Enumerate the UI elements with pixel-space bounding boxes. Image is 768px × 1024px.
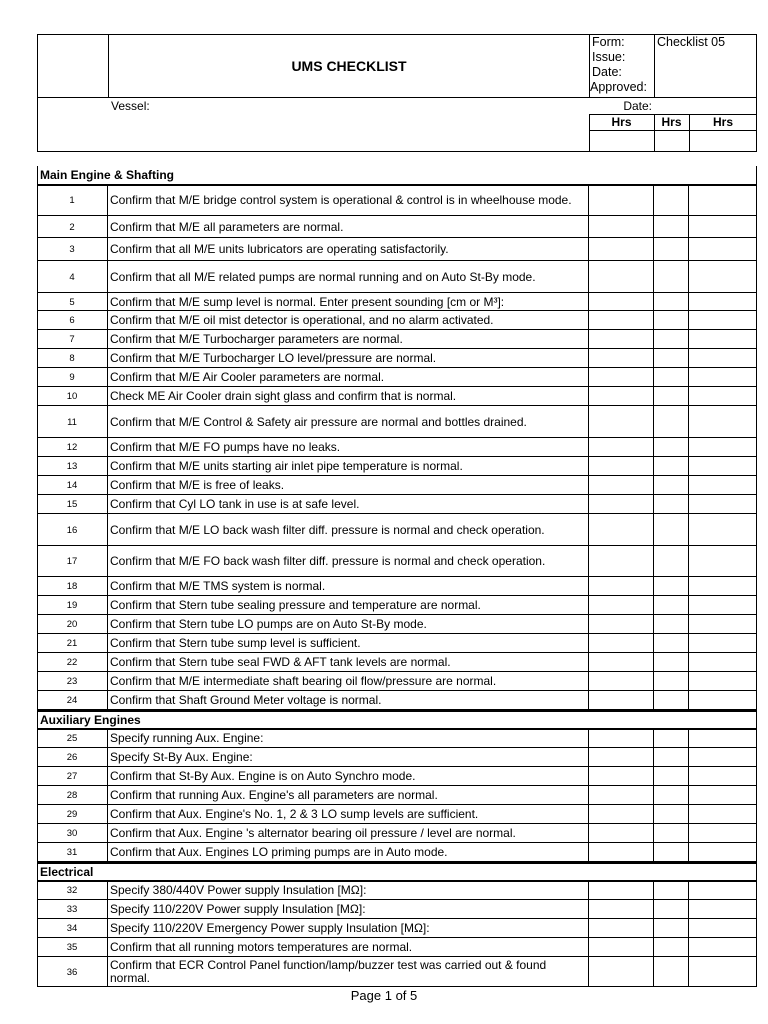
hrs-cell-1[interactable] [589, 957, 654, 987]
hrs-header-2: Hrs [661, 115, 682, 129]
item-text-label: Specify 110/220V Power supply Insulation [MΩ]: [110, 902, 366, 916]
item-text-label: Specify 380/440V Power supply Insulation [MΩ]: [110, 883, 367, 897]
hrs-cell-3[interactable] [689, 546, 757, 577]
hrs-cell-1[interactable] [589, 368, 654, 387]
hrs-cell-1[interactable] [589, 293, 654, 311]
hrs-cell-2[interactable] [654, 368, 689, 387]
item-number: 36 [37, 957, 108, 987]
item-number: 19 [37, 596, 108, 615]
item-number: 16 [37, 514, 108, 546]
hrs-cell-2[interactable] [654, 691, 689, 710]
item-text [108, 476, 589, 495]
hrs-cell-2[interactable] [654, 406, 689, 438]
hrs-cell-2[interactable] [654, 615, 689, 634]
hrs-cell-2[interactable] [654, 672, 689, 691]
item-number: 31 [37, 843, 108, 862]
hrs-cell-1[interactable] [589, 748, 654, 767]
item-text-label: Confirm that M/E Air Cooler parameters are normal. [110, 370, 385, 384]
hrs-cell-1[interactable] [589, 881, 654, 900]
hrs-cell-3[interactable] [689, 691, 757, 710]
item-number: 7 [37, 330, 108, 349]
item-text-label: Confirm that M/E LO back wash filter diff. pressure is normal and check operation. [110, 522, 545, 537]
item-text [108, 261, 589, 293]
item-number: 29 [37, 805, 108, 824]
item-number: 30 [37, 824, 108, 843]
hrs-cell-3[interactable] [689, 368, 757, 387]
hrs-cell-3[interactable] [689, 881, 757, 900]
item-text [108, 216, 589, 238]
item-text [108, 900, 589, 919]
item-number: 26 [37, 748, 108, 767]
item-text [108, 330, 589, 349]
hrs-cell-2[interactable] [654, 938, 689, 957]
section-header: Electrical [37, 862, 757, 881]
item-text [108, 748, 589, 767]
hrs-cell-1[interactable] [589, 615, 654, 634]
item-text-label: Confirm that M/E sump level is normal. Enter present sounding [cm or M³]: [110, 294, 505, 309]
hrs-cell-2[interactable] [654, 495, 689, 514]
item-number: 3 [37, 238, 108, 261]
hrs-cell-1[interactable] [589, 261, 654, 293]
hrs-cell-1[interactable] [589, 634, 654, 653]
item-text [108, 238, 589, 261]
hrs-cell-3[interactable] [689, 495, 757, 514]
hrs-cell-1[interactable] [589, 457, 654, 476]
item-number: 24 [37, 691, 108, 710]
hrs-cell-2[interactable] [654, 330, 689, 349]
hrs-cell-1[interactable] [589, 406, 654, 438]
page-number: Page 1 of 5 [350, 988, 418, 1003]
hrs-cell-3[interactable] [689, 406, 757, 438]
hrs-cell-2[interactable] [654, 957, 689, 987]
hrs-cell-1[interactable] [589, 938, 654, 957]
item-number: 35 [37, 938, 108, 957]
item-text-label: Check ME Air Cooler drain sight glass and confirm that is normal. [110, 389, 457, 403]
item-text-label: Confirm that M/E bridge control system is operational & control is in wheelhouse mode. [110, 193, 572, 207]
hrs-cell-2[interactable] [654, 216, 689, 238]
hrs-cell-1[interactable] [589, 653, 654, 672]
item-text [108, 349, 589, 368]
hrs-cell-1[interactable] [589, 216, 654, 238]
hrs-cell-2[interactable] [654, 767, 689, 786]
item-text-label: Confirm that M/E TMS system is normal. [110, 579, 326, 593]
hrs-cell-2[interactable] [654, 457, 689, 476]
hrs-cell-1[interactable] [589, 805, 654, 824]
item-text-label: Confirm that Cyl LO tank in use is at safe level. [110, 497, 360, 511]
hrs-cell-3[interactable] [689, 748, 757, 767]
form-value: Checklist 05 [657, 35, 726, 49]
hrs-cell-1[interactable] [589, 843, 654, 862]
item-number: 32 [37, 881, 108, 900]
hrs-cell-2[interactable] [654, 748, 689, 767]
item-text-label: Confirm that St-By Aux. Engine is on Auto Synchro mode. [110, 769, 416, 783]
hrs-cell-3[interactable] [689, 596, 757, 615]
item-text-label: Confirm that M/E FO back wash filter diff. pressure is normal and check operation. [110, 554, 546, 568]
hrs-cell-2[interactable] [654, 438, 689, 457]
hrs-header-1: Hrs [611, 115, 632, 129]
hrs-cell-1[interactable] [589, 919, 654, 938]
item-text [108, 577, 589, 596]
item-text [108, 729, 589, 748]
hrs-cell-3[interactable] [689, 786, 757, 805]
item-text [108, 691, 589, 710]
hrs-cell-1[interactable] [589, 729, 654, 748]
item-text-label: Confirm that Stern tube sealing pressure and temperature are normal. [110, 598, 481, 612]
item-number: 10 [37, 387, 108, 406]
hrs-cell-2[interactable] [654, 476, 689, 495]
hrs-cell-1[interactable] [589, 238, 654, 261]
hrs-cell-3[interactable] [689, 311, 757, 330]
hrs-cell-3[interactable] [689, 238, 757, 261]
item-text-label: Confirm that Aux. Engines LO priming pumps are in Auto mode. [110, 845, 448, 859]
hrs-cell-2[interactable] [654, 185, 689, 216]
item-text-label: Confirm that M/E is free of leaks. [110, 478, 285, 492]
hrs-cell-2[interactable] [654, 311, 689, 330]
item-text [108, 805, 589, 824]
section-header: Auxiliary Engines [37, 710, 757, 729]
item-text [108, 881, 589, 900]
hrs-cell-3[interactable] [689, 387, 757, 406]
item-text-label: Specify 110/220V Emergency Power supply Insulation [MΩ]: [110, 921, 430, 935]
hrs-cell-2[interactable] [654, 729, 689, 748]
hrs-cell-2[interactable] [654, 653, 689, 672]
item-text-label: Confirm that M/E FO pumps have no leaks. [110, 440, 341, 454]
hrs-cell-2[interactable] [654, 824, 689, 843]
item-number: 17 [37, 546, 108, 577]
hrs-cell-2[interactable] [654, 843, 689, 862]
item-number: 34 [37, 919, 108, 938]
hrs-cell-2[interactable] [654, 919, 689, 938]
hrs-cell-3[interactable] [689, 438, 757, 457]
hrs-cell-2[interactable] [654, 805, 689, 824]
item-text [108, 368, 589, 387]
hrs-cell-1[interactable] [589, 387, 654, 406]
item-text [108, 185, 589, 216]
hrs-cell-2[interactable] [654, 577, 689, 596]
hrs-cell-2[interactable] [654, 349, 689, 368]
item-number: 11 [37, 406, 108, 438]
hrs-cell-3[interactable] [689, 615, 757, 634]
item-number: 23 [37, 672, 108, 691]
date-label: Date: [592, 65, 622, 79]
item-text-label: Confirm that M/E Turbocharger parameters are normal. [110, 332, 403, 346]
item-text-label: Confirm that M/E Turbocharger LO level/pressure are normal. [110, 351, 437, 365]
item-text [108, 653, 589, 672]
hrs-cell-1[interactable] [589, 577, 654, 596]
checklist-sheet [37, 34, 757, 985]
hrs-cell-3[interactable] [689, 843, 757, 862]
hrs-cell-1[interactable] [589, 476, 654, 495]
item-text-label: Confirm that M/E all parameters are normal. [110, 219, 344, 234]
hrs-cell-3[interactable] [689, 457, 757, 476]
item-text-label: Specify running Aux. Engine: [110, 731, 264, 745]
item-text-label: Confirm that M/E oil mist detector is operational, and no alarm activated. [110, 313, 494, 327]
item-text-label: Confirm that M/E units starting air inlet pipe temperature is normal. [110, 459, 463, 473]
hrs-cell-3[interactable] [689, 767, 757, 786]
item-number: 9 [37, 368, 108, 387]
hrs-cell-2[interactable] [654, 634, 689, 653]
item-text-label: Confirm that ECR Control Panel function/lamp/buzzer test was carried out & found normal. [110, 958, 547, 985]
item-number: 28 [37, 786, 108, 805]
hrs-cell-2[interactable] [654, 596, 689, 615]
item-text-label: Confirm that Stern tube seal FWD & AFT tank levels are normal. [110, 655, 451, 669]
item-text [108, 919, 589, 938]
item-number: 12 [37, 438, 108, 457]
hrs-cell-1[interactable] [589, 330, 654, 349]
item-number: 6 [37, 311, 108, 330]
hrs-cell-1[interactable] [589, 311, 654, 330]
item-text [108, 596, 589, 615]
hrs-cell-1[interactable] [589, 596, 654, 615]
hrs-cell-3[interactable] [689, 900, 757, 919]
hrs-cell-3[interactable] [689, 672, 757, 691]
item-text [108, 786, 589, 805]
item-text-label: Confirm that all M/E related pumps are normal running and on Auto St-By mode. [110, 269, 536, 284]
item-number: 15 [37, 495, 108, 514]
item-text [108, 546, 589, 577]
item-text-label: Confirm that Stern tube sump level is sufficient. [110, 636, 361, 650]
item-text [108, 457, 589, 476]
item-text-label: Confirm that Stern tube LO pumps are on Auto St-By mode. [110, 617, 427, 631]
hrs-cell-2[interactable] [654, 261, 689, 293]
item-text [108, 634, 589, 653]
hrs-cell-3[interactable] [689, 514, 757, 546]
item-text-label: Confirm that M/E Control & Safety air pressure are normal and bottles drained. [110, 414, 527, 429]
item-number: 5 [37, 293, 108, 311]
hrs-cell-3[interactable] [689, 293, 757, 311]
item-text [108, 672, 589, 691]
hrs-cell-3[interactable] [689, 216, 757, 238]
item-text [108, 957, 589, 987]
section-header: Main Engine & Shafting [37, 166, 757, 185]
item-text [108, 387, 589, 406]
item-number: 22 [37, 653, 108, 672]
hrs-cell-2[interactable] [654, 387, 689, 406]
issue-label: Issue: [592, 50, 626, 64]
hrs-cell-2[interactable] [654, 881, 689, 900]
hrs-cell-1[interactable] [589, 786, 654, 805]
hrs-cell-3[interactable] [689, 349, 757, 368]
hrs-cell-1[interactable] [589, 824, 654, 843]
item-text [108, 514, 589, 546]
item-number: 14 [37, 476, 108, 495]
hrs-cell-1[interactable] [589, 900, 654, 919]
hrs-cell-1[interactable] [589, 185, 654, 216]
item-number: 20 [37, 615, 108, 634]
item-text-label: Confirm that all running motors temperatures are normal. [110, 940, 413, 954]
vessel-label: Vessel: [111, 99, 150, 113]
hrs-cell-3[interactable] [689, 805, 757, 824]
item-number: 4 [37, 261, 108, 293]
hrs-cell-1[interactable] [589, 495, 654, 514]
hrs-cell-2[interactable] [654, 514, 689, 546]
item-number: 27 [37, 767, 108, 786]
item-number: 8 [37, 349, 108, 368]
hrs-cell-3[interactable] [689, 729, 757, 748]
hrs-cell-1[interactable] [589, 514, 654, 546]
item-number: 1 [37, 185, 108, 216]
hrs-cell-2[interactable] [654, 238, 689, 261]
item-text [108, 938, 589, 957]
hrs-cell-3[interactable] [689, 185, 757, 216]
item-text-label: Specify St-By Aux. Engine: [110, 750, 253, 764]
hrs-cell-2[interactable] [654, 546, 689, 577]
item-text [108, 438, 589, 457]
item-text [108, 406, 589, 438]
item-text [108, 495, 589, 514]
hrs-cell-1[interactable] [589, 546, 654, 577]
hrs-cell-3[interactable] [689, 653, 757, 672]
item-text-label: Confirm that running Aux. Engine's all parameters are normal. [110, 788, 438, 802]
item-text [108, 824, 589, 843]
item-number: 13 [37, 457, 108, 476]
page-title: UMS CHECKLIST [291, 58, 407, 74]
item-number: 2 [37, 216, 108, 238]
hrs-cell-2[interactable] [654, 786, 689, 805]
item-text-label: Confirm that all M/E units lubricators are operating satisfactorily. [110, 242, 449, 256]
item-number: 21 [37, 634, 108, 653]
hrs-cell-1[interactable] [589, 767, 654, 786]
item-text [108, 293, 589, 311]
item-text-label: Confirm that M/E intermediate shaft bearing oil flow/pressure are normal. [110, 674, 497, 688]
hrs-cell-1[interactable] [589, 349, 654, 368]
item-text-label: Confirm that Aux. Engine 's alternator bearing oil pressure / level are normal. [110, 826, 516, 840]
item-text [108, 843, 589, 862]
hrs-cell-3[interactable] [689, 577, 757, 596]
item-text [108, 615, 589, 634]
item-text [108, 311, 589, 330]
hrs-cell-3[interactable] [689, 938, 757, 957]
item-text-label: Confirm that Aux. Engine's No. 1, 2 & 3 LO sump levels are sufficient. [110, 807, 479, 821]
hrs-cell-3[interactable] [689, 330, 757, 349]
hrs-cell-3[interactable] [689, 824, 757, 843]
form-label: Form: [592, 35, 625, 49]
hrs-cell-3[interactable] [689, 476, 757, 495]
item-text [108, 767, 589, 786]
hrs-cell-2[interactable] [654, 900, 689, 919]
hrs-cell-2[interactable] [654, 293, 689, 311]
vessel-date-label: Date: [623, 99, 652, 113]
hrs-cell-1[interactable] [589, 438, 654, 457]
hrs-cell-1[interactable] [589, 672, 654, 691]
hrs-cell-1[interactable] [589, 691, 654, 710]
item-text-label: Confirm that Shaft Ground Meter voltage is normal. [110, 693, 382, 707]
item-number: 33 [37, 900, 108, 919]
hrs-cell-3[interactable] [689, 261, 757, 293]
approved-label: Approved: [590, 80, 647, 94]
hrs-cell-3[interactable] [689, 957, 757, 987]
hrs-header-3: Hrs [712, 115, 733, 129]
item-number: 18 [37, 577, 108, 596]
hrs-cell-3[interactable] [689, 919, 757, 938]
item-number: 25 [37, 729, 108, 748]
hrs-cell-3[interactable] [689, 634, 757, 653]
